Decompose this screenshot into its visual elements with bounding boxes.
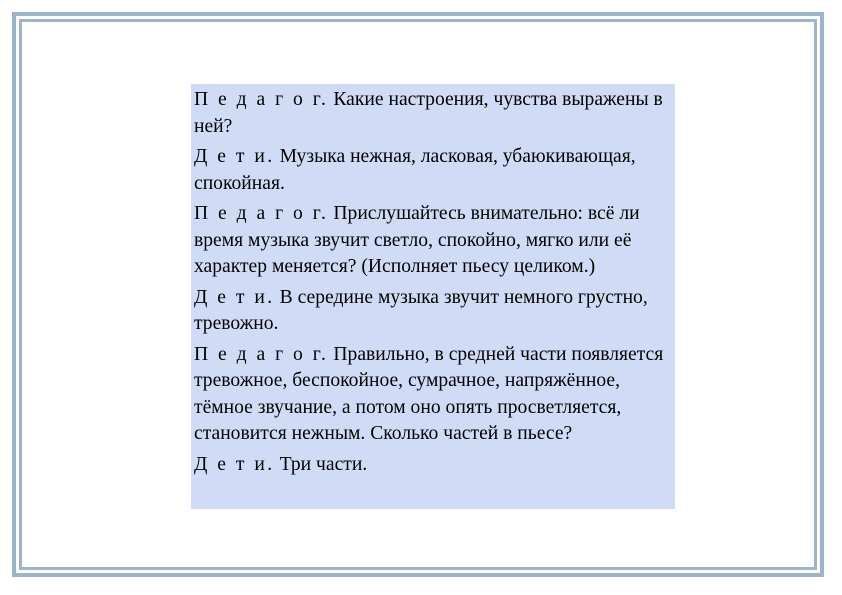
dialogue-line-teacher bbox=[194, 201, 671, 281]
line-text: Прислушайтесь внимательно: всё ли время музыка звучит светло, спокойно, мягко или её характер меняется? (Исполняет пьесу целиком.) bbox=[194, 203, 640, 277]
line-text: Какие настроения, чувства выражены в ней? bbox=[194, 89, 663, 137]
dialogue-line-children bbox=[194, 144, 671, 197]
line-text: В середине музыка звучит немного грустно, тревожно. bbox=[194, 286, 648, 334]
line-text: Правильно, в средней части появляется тревожное, беспокойное, сумрачное, напряжённое, тёмное звучание, а потом оно опять просветляется, становится нежным. Сколько частей в пьесе? bbox=[194, 343, 664, 444]
dialogue-text-box bbox=[191, 84, 675, 509]
speaker-name: П е д а г о г. bbox=[194, 203, 329, 224]
line-text: Три части. bbox=[274, 453, 368, 475]
speaker-name: П е д а г о г. bbox=[194, 343, 329, 365]
dialogue-line-teacher bbox=[194, 87, 671, 140]
dialogue-line-children bbox=[194, 285, 671, 338]
speaker-name: Д е т и. bbox=[194, 453, 275, 475]
speaker-name: П е д а г о г. bbox=[194, 89, 329, 110]
speaker-name: Д е т и. bbox=[194, 146, 275, 167]
dialogue-line-teacher bbox=[194, 342, 671, 448]
speaker-name: Д е т и. bbox=[194, 286, 275, 308]
dialogue-line-children bbox=[194, 452, 671, 479]
line-text: Музыка нежная, ласковая, убаюкивающая, спокойная. bbox=[194, 146, 636, 194]
